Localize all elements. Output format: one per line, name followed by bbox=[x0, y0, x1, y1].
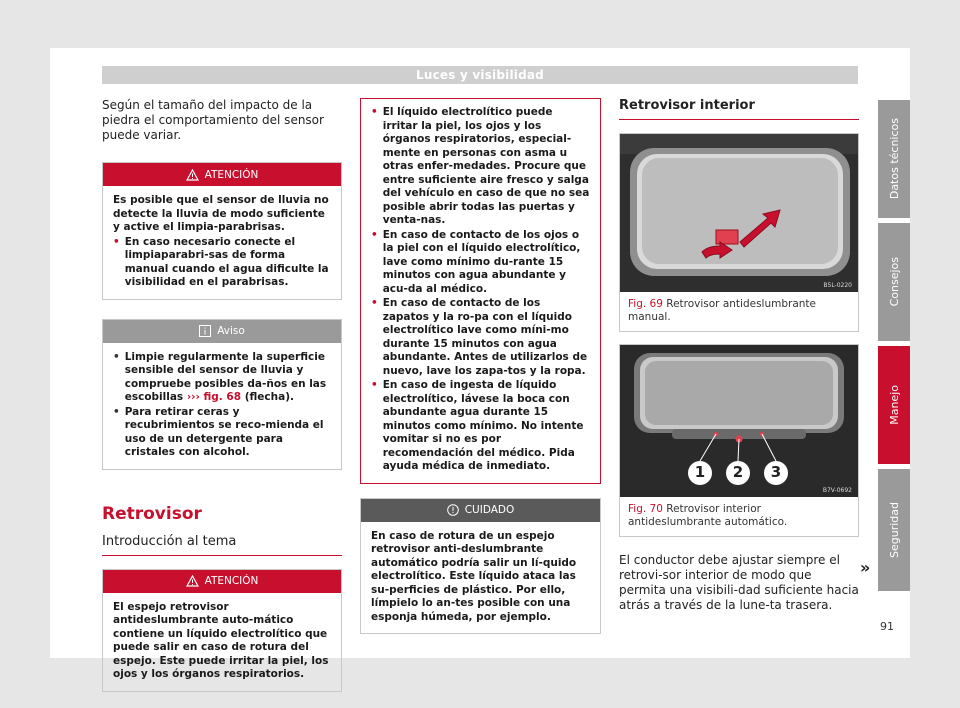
bullet-icon: • bbox=[371, 228, 378, 241]
warning-triangle-icon bbox=[186, 575, 199, 587]
figure-caption-text: Retrovisor antideslumbrante manual. bbox=[628, 298, 817, 323]
warning-triangle-icon bbox=[186, 169, 199, 181]
caution-body bbox=[361, 522, 600, 634]
notice-bullet-1-post: (flecha). bbox=[241, 391, 294, 403]
warning-header bbox=[103, 163, 341, 186]
warning-bullet bbox=[371, 379, 590, 474]
figure-70-caption bbox=[620, 497, 858, 536]
bullet-icon: • bbox=[113, 350, 120, 363]
notice-box bbox=[102, 319, 342, 470]
notice-body bbox=[103, 343, 341, 469]
notice-title: Aviso bbox=[217, 325, 245, 337]
fig-68-link[interactable]: ››› fig. 68 bbox=[186, 391, 242, 403]
figure-number: Fig. 70 bbox=[628, 503, 663, 515]
manual-mirror-illustration bbox=[620, 134, 858, 292]
figure-code: B7V-0692 bbox=[822, 487, 852, 494]
auto-mirror-image bbox=[620, 345, 858, 497]
exclamation-circle-icon bbox=[447, 504, 459, 516]
body-paragraph: El conductor debe ajustar siempre el retrovi-sor interior de modo que permita una visibili-dad suficiente hacia atrás a través de la lune-ta trasera. bbox=[619, 553, 859, 612]
bullet-icon: • bbox=[371, 379, 378, 391]
tab-label: Consejos bbox=[887, 257, 901, 307]
warning-text: El espejo retrovisor antideslumbrante auto-mático contiene un líquido electrolítico que puede salir en caso de rotura del espejo. Este puede irritar la piel, los ojos y los órganos respiratorios. bbox=[113, 600, 329, 680]
caution-text: En caso de rotura de un espejo retrovisor anti-deslumbrante automático podría salir un lí-quido electrolítico. Este líquido ataca las su-perficies de plástico. Por ello, límpielo lo an-tes posible con una esponja húmeda, por ejemplo. bbox=[371, 529, 577, 623]
warning-bullet-text: En caso necesario conecte el limpiaparabri-sas de forma manual cuando el agua dificulte la visibilidad en el parabrisas. bbox=[124, 235, 329, 288]
bullet-icon: • bbox=[113, 235, 120, 248]
continue-marker: » bbox=[860, 558, 871, 577]
tab-label: Datos técnicos bbox=[887, 118, 901, 200]
figure-number: Fig. 69 bbox=[628, 298, 663, 310]
warning-body bbox=[103, 186, 341, 299]
warning-continuation-body bbox=[361, 99, 600, 483]
notice-bullet-1 bbox=[113, 351, 331, 405]
warning-bullet-text: En caso de contacto de los ojos o la piel con el líquido electrolítico, lave como mínimo du-rante 15 minutos con agua abundante y acu-da al médico. bbox=[382, 228, 581, 295]
warning-box-mirror bbox=[102, 569, 342, 692]
caution-box bbox=[360, 498, 601, 635]
warning-bullet bbox=[371, 229, 590, 297]
chapter-header: Luces y visibilidad bbox=[102, 66, 858, 84]
tab-manejo[interactable] bbox=[878, 346, 910, 464]
warning-bullet-text: En caso de ingesta de líquido electrolítico, lávese la boca con abundante agua durante 15 minutos como mínimo. No intente vomitar si no es por recomendación del médico. Pida ayuda médica de inmediato. bbox=[382, 379, 584, 472]
callout-1: 1 bbox=[694, 463, 706, 481]
warning-continuation-box bbox=[360, 98, 601, 484]
notice-bullet-2 bbox=[113, 406, 331, 460]
warning-body bbox=[103, 593, 341, 691]
notice-bullet-1-text bbox=[125, 351, 331, 405]
warning-title: ATENCIÓN bbox=[204, 575, 259, 587]
page-number: 91 bbox=[880, 620, 894, 633]
notice-bullet-2-text: Para retirar ceras y recubrimientos se reco-mienda el uso de un detergente para cristales con alcohol. bbox=[124, 405, 324, 458]
notice-bullet-1-pre: Limpie regularmente la superficie sensible del sensor de lluvia y compruebe posibles da-ños en las escobillas bbox=[124, 350, 327, 403]
tab-consejos[interactable] bbox=[878, 223, 910, 341]
warning-title: ATENCIÓN bbox=[204, 168, 259, 181]
callout-3: 3 bbox=[770, 463, 782, 481]
notice-header bbox=[103, 320, 341, 343]
info-icon bbox=[199, 325, 211, 337]
warning-bullet bbox=[371, 297, 590, 378]
warning-bullet bbox=[113, 236, 331, 290]
figure-caption-text: Retrovisor interior antideslumbrante automático. bbox=[628, 503, 788, 528]
figure-69-caption bbox=[620, 292, 858, 331]
intro-paragraph: Según el tamaño del impacto de la piedra el comportamiento del sensor puede variar. bbox=[102, 98, 324, 142]
bullet-icon: • bbox=[371, 297, 378, 309]
warning-header bbox=[103, 570, 341, 593]
manual-mirror-image bbox=[620, 134, 858, 292]
warning-box-rain-sensor bbox=[102, 162, 342, 300]
warning-text-1: Es posible que el sensor de lluvia no detecte la lluvia de modo suficiente y active el limpia-parabrisas. bbox=[113, 194, 329, 233]
warning-bullet-text: En caso de contacto de los zapatos y la ro-pa con el líquido electrolítico lave como míni-mo durante 15 minutos con agua abundante. Antes de utilizarlos de nuevo, lave los zapa-tos y la ropa. bbox=[382, 297, 588, 377]
warning-bullet-text: El líquido electrolítico puede irritar la piel, los ojos y los órganos respiratorios, especial-mente en personas con asma u otras enfer-medades. Procure que entre suficiente aire fresco y salga del vehículo en caso de que no sea posible abrir todas las puertas y venta-nas. bbox=[382, 106, 590, 226]
bullet-icon: • bbox=[371, 106, 378, 118]
section-title-interior-mirror: Retrovisor interior bbox=[619, 98, 859, 120]
warning-bullet bbox=[371, 106, 590, 228]
column-left bbox=[102, 98, 342, 692]
subsection-title: Introducción al tema bbox=[102, 534, 342, 556]
caution-header bbox=[361, 499, 600, 522]
tab-seguridad[interactable] bbox=[878, 469, 910, 591]
column-right bbox=[619, 98, 859, 613]
section-title: Retrovisor bbox=[102, 503, 202, 524]
tab-label: Seguridad bbox=[887, 502, 901, 558]
figure-code: B5L-0220 bbox=[823, 282, 852, 289]
caution-title: CUIDADO bbox=[464, 504, 515, 516]
tab-label: Manejo bbox=[887, 385, 901, 425]
column-middle bbox=[360, 98, 601, 634]
figure-69 bbox=[619, 133, 859, 332]
callout-2: 2 bbox=[732, 463, 744, 481]
figure-70 bbox=[619, 344, 859, 537]
bullet-icon: • bbox=[113, 405, 120, 418]
tab-datos-tecnicos[interactable] bbox=[878, 100, 910, 218]
